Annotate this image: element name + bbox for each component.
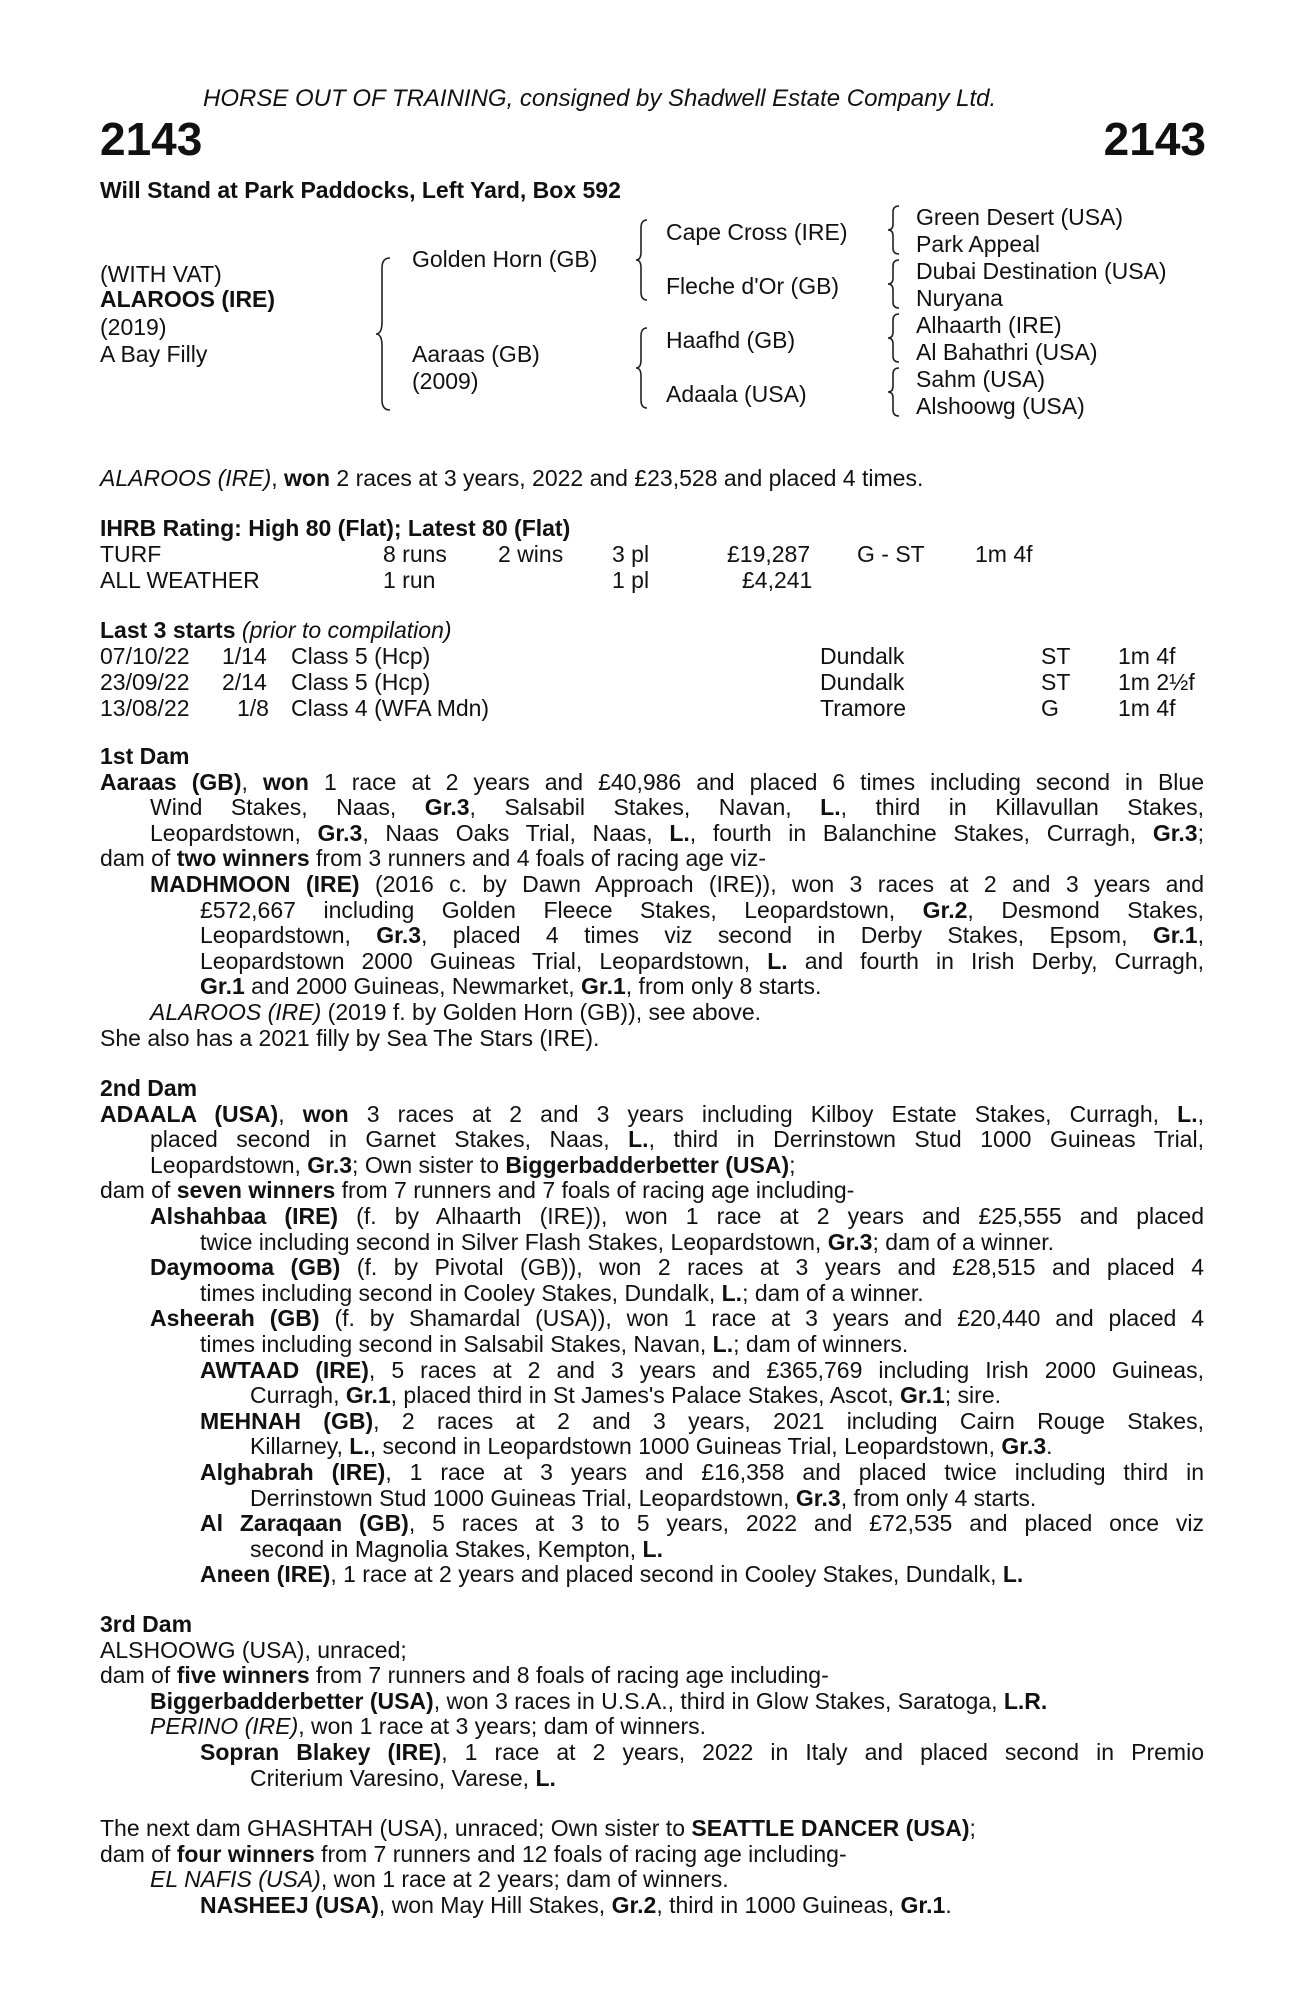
section-heading: 2nd Dam xyxy=(100,1075,198,1101)
dam-year: (2009) xyxy=(412,368,479,394)
sire-sire: Cape Cross (IRE) xyxy=(666,219,848,245)
dam-dam-sire: Sahm (USA) xyxy=(916,366,1046,392)
pedigree-brace-main xyxy=(374,256,394,412)
sire-dam-sire: Dubai Destination (USA) xyxy=(916,258,1167,284)
horse-description: A Bay Filly xyxy=(100,341,208,367)
sire-dam-dam: Nuryana xyxy=(916,285,1003,311)
consignment-line: HORSE OUT OF TRAINING, consigned by Shadwell Estate Company Ltd. xyxy=(203,85,997,112)
dam-sire-sire: Alhaarth (IRE) xyxy=(916,312,1062,338)
section-heading: 3rd Dam xyxy=(100,1611,193,1637)
pedigree-brace-ss xyxy=(886,204,902,256)
second-dam-section: 2nd Dam ADAALA (USA), won 3 races at 2 and 3 years including Kilboy Estate Stakes, Curragh, L., placed second in Garnet Stakes, Naas, L., third in Derrinstown Stud 1000 Guineas Trial, Leopardstown, Gr.3; Own sister to Biggerbadderbetter (USA); dam of seven winners from 7 runners and 7 foals of racing age including- Alshahbaa (IRE) (f. by Alhaarth (IRE)), won 1 race at 2 years and £25,555 and placed twice including second in Silver Flash Stakes, Leopardstown, Gr.3; dam of a winner. Daymooma (GB) (f. by Pivotal (GB)), won 2 races at 3 years and £28,515 and placed 4 times including second in Cooley Stakes, Dundalk, L.; dam of a winner. Asheerah (GB) (f. by Shamardal (USA)), won 1 race at 3 years and £20,440 and placed 4 times including second in Salsabil Stakes, Navan, L.; dam of winners. AWTAAD (IRE), 5 races at 2 and 3 years and £365,769 including Irish 2000 Guineas, Curragh, Gr.1, placed third in St James's Palace Stakes, Ascot, Gr.1; sire. MEHNAH (GB), 2 races at 2 and 3 years, 2021 including Cairn Rouge Stakes, Killarney, L., second in Leopardstown 1000 Guineas Trial, Leopardstown, Gr.3. Alghabrah (IRE), 1 race at 3 years and £16,358 and placed twice including third in Derrinstown Stud 1000 Guineas Trial, Leopardstown, Gr.3, from only 4 starts. Al Zaraqaan (GB), 5 races at 3 to 5 years, 2022 and £72,535 and placed once viz second in Magnolia Stakes, Kempton, L. Aneen (IRE), 1 race at 2 years and placed second in Cooley Stakes, Dundalk, L. xyxy=(100,1075,1204,1588)
dam: Aaraas (GB) xyxy=(412,341,540,367)
pedigree-brace-sire xyxy=(634,218,650,302)
horse-year: (2019) xyxy=(100,314,167,340)
dam-dam-dam: Alshoowg (USA) xyxy=(916,393,1085,419)
sire-sire-dam: Park Appeal xyxy=(916,231,1041,257)
next-dam-section: The next dam GHASHTAH (USA), unraced; Own sister to SEATTLE DANCER (USA); dam of four winners from 7 runners and 12 foals of racing age including- EL NAFIS (USA), won 1 race at 2 years; dam of winners. NASHEEJ (USA), won May Hill Stakes, Gr.2, third in 1000 Guineas, Gr.1. xyxy=(100,1815,976,1918)
third-dam-section: 3rd Dam ALSHOOWG (USA), unraced; dam of five winners from 7 runners and 8 foals of racing age including- Biggerbadderbetter (USA), won 3 races in U.S.A., third in Glow Stakes, Saratoga, L.R. PERINO (IRE), won 1 race at 3 years; dam of winners. Sopran Blakey (IRE), 1 race at 2 years, 2022 in Italy and placed second in Premio Criterium Varesino, Varese, L. xyxy=(100,1611,1204,1791)
race-summary: ALAROOS (IRE), won 2 races at 3 years, 2022 and £23,528 and placed 4 times. xyxy=(100,465,924,491)
sire: Golden Horn (GB) xyxy=(412,246,598,272)
lot-number-right: 2143 xyxy=(1103,113,1206,165)
dam-sire-dam: Al Bahathri (USA) xyxy=(916,339,1098,365)
dam-dam: Adaala (USA) xyxy=(666,381,807,407)
horse-name: ALAROOS (IRE) xyxy=(100,286,276,312)
vat-note: (WITH VAT) xyxy=(100,261,222,287)
stable-location: Will Stand at Park Paddocks, Left Yard, Box 592 xyxy=(100,177,621,203)
sire-dam: Fleche d'Or (GB) xyxy=(666,273,840,299)
pedigree-brace-ds xyxy=(886,312,902,364)
dam-sire: Haafhd (GB) xyxy=(666,327,796,353)
pedigree-brace-dd xyxy=(886,366,902,418)
rating-title: IHRB Rating: High 80 (Flat); Latest 80 (Flat) xyxy=(100,515,571,541)
section-heading: 1st Dam xyxy=(100,743,190,769)
pedigree-brace-sd xyxy=(886,258,902,310)
pedigree-brace-dam xyxy=(634,326,650,410)
last-starts-title: Last 3 starts (prior to compilation) xyxy=(100,617,452,643)
first-dam-section: 1st Dam Aaraas (GB), won 1 race at 2 years and £40,986 and placed 6 times including second in Blue Wind Stakes, Naas, Gr.3, Salsabil Stakes, Navan, L., third in Killavullan Stakes, Leopardstown, Gr.3, Naas Oaks Trial, Naas, L., fourth in Balanchine Stakes, Curragh, Gr.3; dam of two winners from 3 runners and 4 foals of racing age viz- MADHMOON (IRE) (2016 c. by Dawn Approach (IRE)), won 3 races at 2 and 3 years and £572,667 including Golden Fleece Stakes, Leopardstown, Gr.2, Desmond Stakes, Leopardstown, Gr.3, placed 4 times viz second in Derby Stakes, Epsom, Gr.1, Leopardstown 2000 Guineas Trial, Leopardstown, L. and fourth in Irish Derby, Curragh, Gr.1 and 2000 Guineas, Newmarket, Gr.1, from only 8 starts. ALAROOS (IRE) (2019 f. by Golden Horn (GB)), see above. She also has a 2021 filly by Sea The Stars (IRE). xyxy=(100,743,1205,1051)
lot-number-left: 2143 xyxy=(100,113,203,165)
sire-sire-sire: Green Desert (USA) xyxy=(916,204,1124,230)
